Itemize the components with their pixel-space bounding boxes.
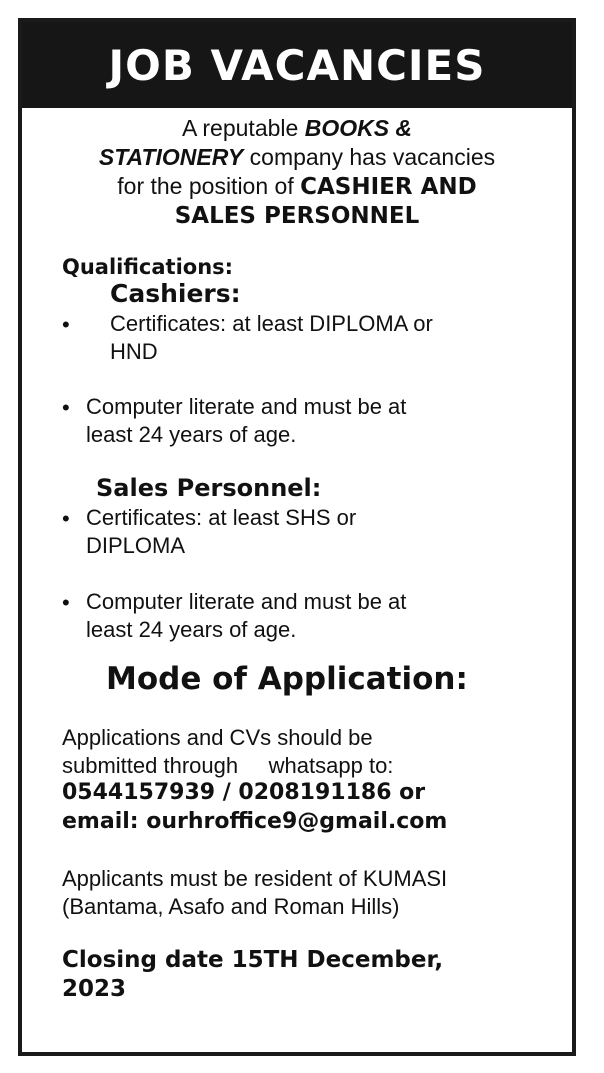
cashier-requirement-1-line-1: Certificates: at least DIPLOMA or (110, 311, 433, 336)
bullet-marker: • (62, 590, 70, 615)
sales-personnel-heading: Sales Personnel: (96, 474, 322, 502)
closing-date-line-1: Closing date 15TH December, (62, 947, 444, 973)
intro-line-1 (22, 114, 572, 143)
intro-text: A reputable (181, 115, 305, 141)
sales-requirement-1-line-2: DIPLOMA (86, 533, 186, 558)
cashiers-heading: Cashiers: (110, 279, 241, 308)
intro-line-4 (22, 201, 572, 231)
contact-phone-numbers: 0544157939 / 0208191186 or (62, 780, 426, 805)
intro-text: company has vacancies (243, 144, 496, 170)
sales-requirement-2-line-1: Computer literate and must be at (86, 589, 407, 614)
bullet-marker: • (62, 395, 70, 420)
sales-requirement-1-line-1: Certificates: at least SHS or (86, 505, 357, 530)
intro-line-3 (22, 172, 572, 202)
intro-text: for the position of (117, 173, 301, 199)
residency-requirement-line-2: (Bantama, Asafo and Roman Hills) (62, 894, 400, 919)
company-type: BOOKS & (304, 115, 413, 141)
page-title: JOB VACANCIES (22, 22, 572, 108)
sales-requirement-2-line-2: least 24 years of age. (86, 617, 297, 642)
qualifications-heading: Qualifications: (62, 255, 234, 279)
bullet-marker: • (62, 312, 70, 337)
company-type-continued: STATIONERY (98, 144, 244, 170)
cashier-requirement-2-line-1: Computer literate and must be at (86, 394, 407, 419)
application-heading: Mode of Application: (106, 661, 468, 697)
cashier-requirement-1-line-2: HND (110, 339, 158, 364)
contact-email: email: ourhroffice9@gmail.com (62, 809, 448, 834)
application-instructions-line-2: submitted through whatsapp to: (62, 753, 394, 778)
position-title: CASHIER AND (300, 174, 477, 200)
bullet-marker: • (62, 506, 70, 531)
residency-requirement-line-1: Applicants must be resident of KUMASI (62, 866, 448, 891)
application-instructions-line-1: Applications and CVs should be (62, 725, 373, 750)
cashier-requirement-2-line-2: least 24 years of age. (86, 422, 297, 447)
closing-date-line-2: 2023 (62, 976, 127, 1002)
position-title-continued: SALES PERSONNEL (174, 203, 420, 229)
job-vacancy-advert (18, 18, 576, 1056)
intro-line-2 (22, 143, 572, 172)
